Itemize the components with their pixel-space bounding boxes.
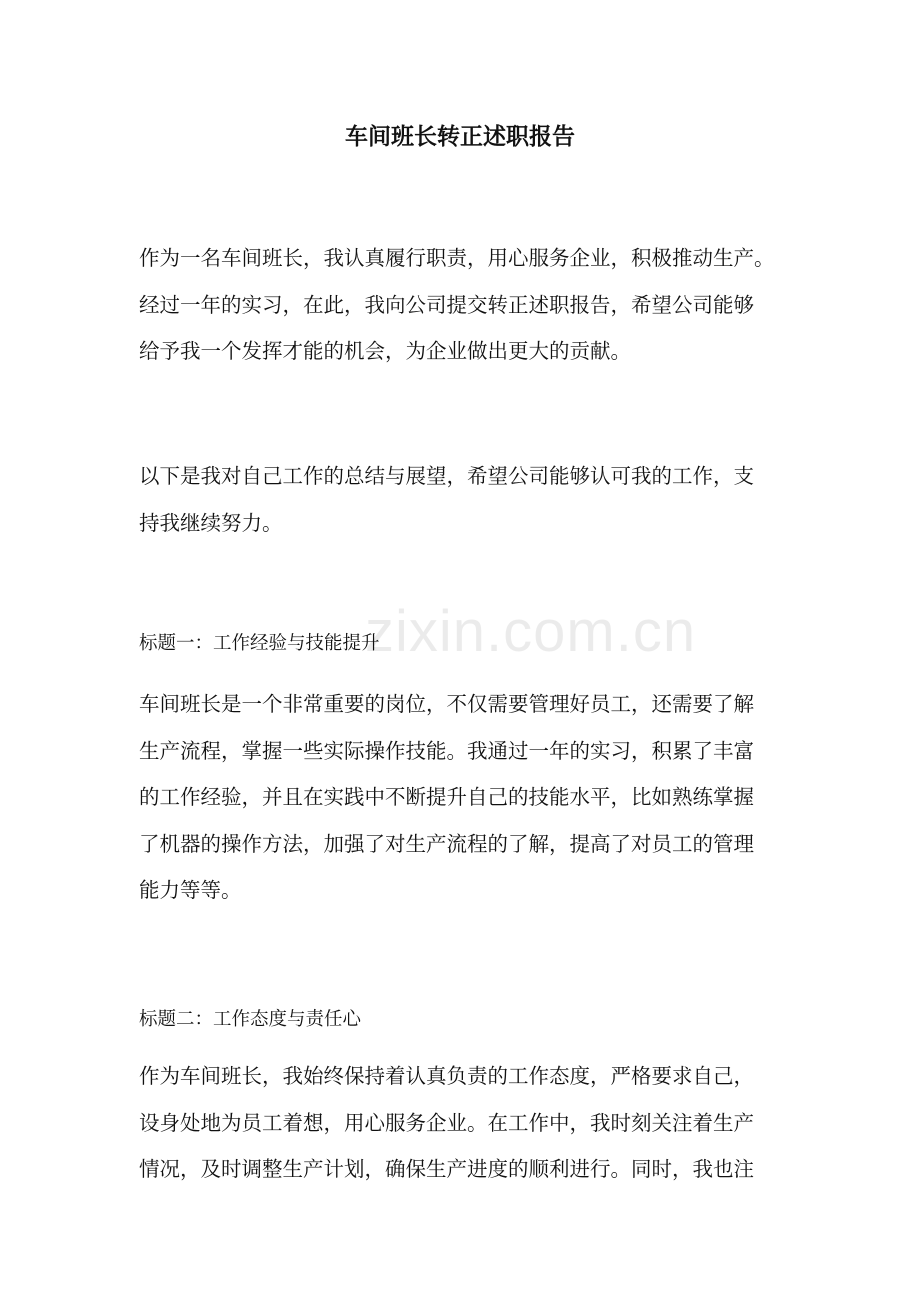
section-heading-experience: 标题一：工作经验与技能提升 (139, 633, 380, 654)
paragraph-line: 设身处地为员工着想，用心服务企业。在工作中，我时刻关注着生产 (139, 1110, 754, 1135)
summary-paragraph (139, 453, 784, 546)
paragraph-line: 生产流程，掌握一些实际操作技能。我通过一年的实习，积累了丰富 (139, 738, 754, 763)
paragraph-line: 情况，及时调整生产计划，确保生产进度的顺利进行。同时，我也注 (139, 1157, 754, 1181)
paragraph-line: 车间班长是一个非常重要的岗位，不仅需要管理好员工，还需要了解 (139, 692, 754, 716)
section-heading-attitude: 标题二：工作态度与责任心 (139, 1009, 362, 1030)
paragraph-line: 的工作经验，并且在实践中不断提升自己的技能水平，比如熟练掌握 (139, 785, 754, 809)
document-title: 车间班长转正述职报告 (345, 123, 575, 150)
paragraph-line: 给予我一个发挥才能的机会，为企业做出更大的贡献。 (139, 339, 631, 363)
paragraph-line: 作为一名车间班长，我认真履行职责，用心服务企业，积极推动生产。 (139, 246, 775, 270)
paragraph-line: 持我继续努力。 (139, 510, 283, 535)
paragraph-line: 经过一年的实习，在此，我向公司提交转正述职报告，希望公司能够 (139, 292, 754, 317)
paragraph-line: 了机器的操作方法，加强了对生产流程的了解，提高了对员工的管理 (139, 831, 754, 856)
paragraph-line: 作为车间班长，我始终保持着认真负责的工作态度，严格要求自己， (139, 1064, 754, 1088)
watermark: zixin.com.cn (365, 599, 697, 664)
intro-paragraph (139, 235, 784, 375)
paragraph-line: 能力等等。 (139, 878, 242, 902)
experience-paragraph (139, 681, 784, 914)
attitude-paragraph (139, 1053, 784, 1193)
paragraph-line: 以下是我对自己工作的总结与展望，希望公司能够认可我的工作，支 (139, 464, 754, 488)
